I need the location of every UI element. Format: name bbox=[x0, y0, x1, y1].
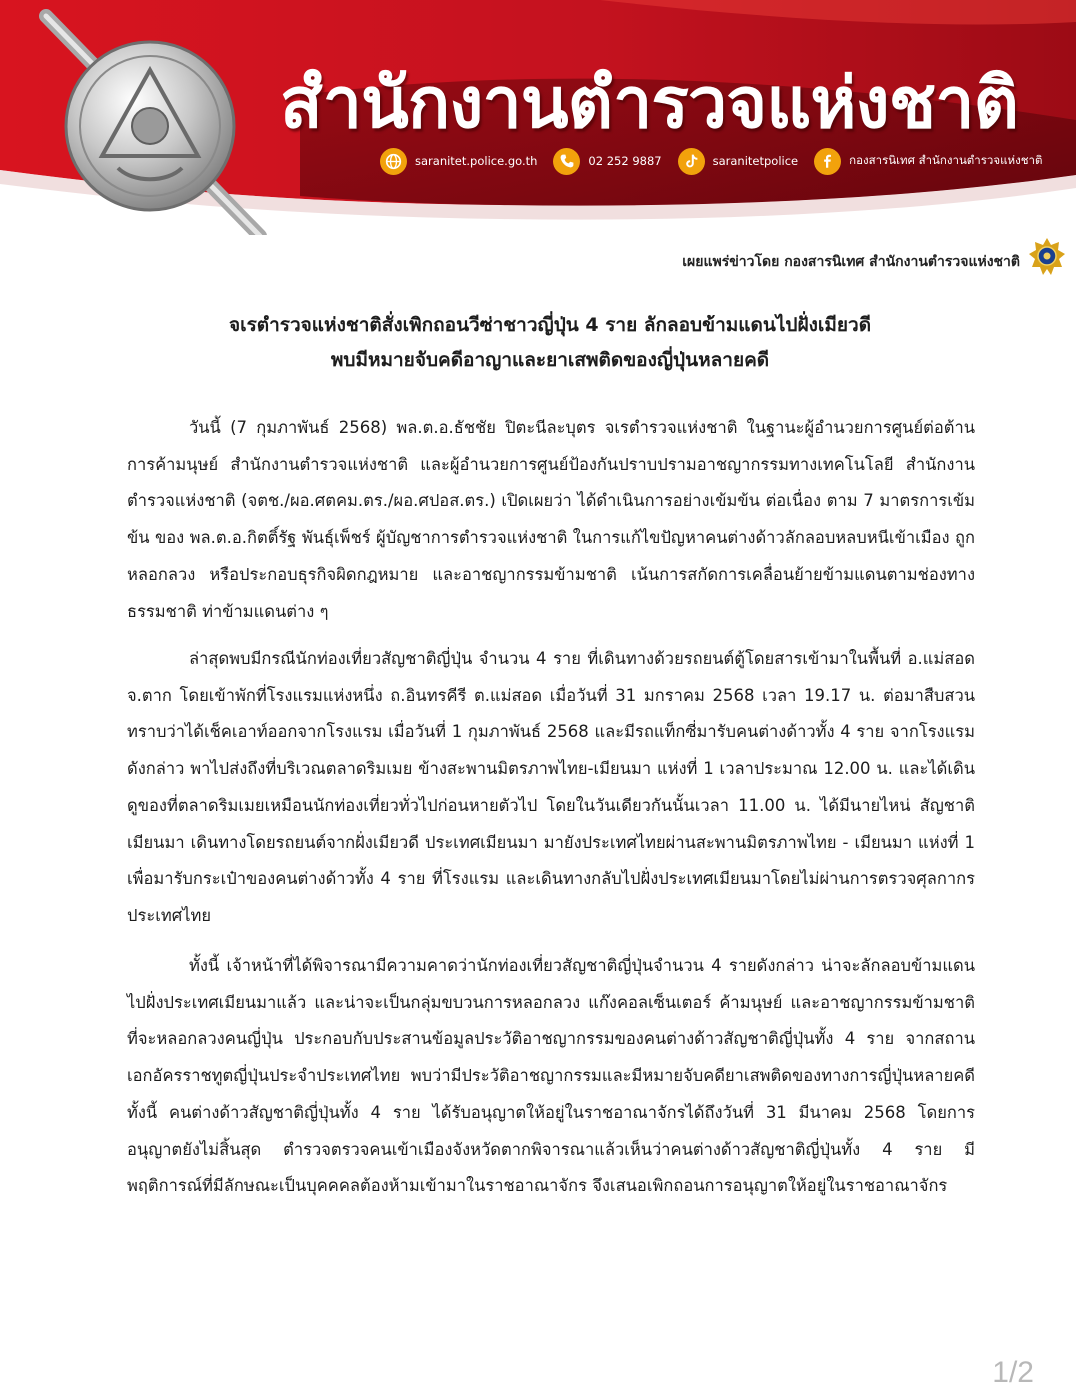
website-text: saranitet.police.go.th bbox=[415, 154, 538, 168]
police-badge-icon bbox=[1028, 237, 1066, 277]
headline-line-1: จเรตำรวจแห่งชาติสั่งเพิกถอนวีซ่าชาวญี่ปุ่น 4 ราย ลักลอบข้ามแดนไปฝั่งเมียวดี bbox=[228, 314, 872, 336]
header-banner bbox=[0, 0, 1076, 235]
page-indicator: 1/2 bbox=[992, 1356, 1034, 1389]
paragraph-3: ทั้งนี้ เจ้าหน้าที่ได้พิจารณามีความคาดว่านักท่องเที่ยวสัญชาติญี่ปุ่นจำนวน 4 รายดังกล่าว น่าจะลักลอบข้ามแดนไปฝั่งประเทศเมียนมาแล้ว และน่าจะเป็นกลุ่มขบวนการหลอกลวง แก๊งคอลเซ็นเตอร์ ค้ามนุษย์ และอาชญากรรมข้ามชาติ ที่จะหลอกลวงคนญี่ปุ่น ประกอบกับประสานข้อมูลประวัติอาชญากรรมของคนต่างด้าวสัญชาติญี่ปุ่นทั้ง 4 ราย จากสถานเอกอัครราชทูตญี่ปุ่นประจำประเทศไทย พบว่ามีประวัติอาชญากรรมและมีหมายจับคดียาเสพติดของทางการญี่ปุ่นหลายคดี ทั้งนี้ คนต่างด้าวสัญชาติญี่ปุ่นทั้ง 4 ราย ได้รับอนุญาตให้อยู่ในราชอาณาจักรได้ถึงวันที่ 31 มีนาคม 2568 โดยการอนุญาตยังไม่สิ้นสุด ตำรวจตรวจคนเข้าเมืองจังหวัดตากพิจารณาแล้วเห็นว่าคนต่างด้าวสัญชาติญี่ปุ่นทั้ง 4 ราย มีพฤติการณ์ที่มีลักษณะเป็นบุคคคลต้องห้ามเข้ามาในราชอาณาจักร จึงเสนอเพิกถอนการอนุญาตให้อยู่ในราชอาณาจักร bbox=[127, 956, 975, 1196]
paragraph-1: วันนี้ (7 กุมภาพันธ์ 2568) พล.ต.อ.ธัชชัย ปิตะนีละบุตร จเรตำรวจแห่งชาติ ในฐานะผู้อำนวยการศูนย์ต่อต้านการค้ามนุษย์ สำนักงานตำรวจแห่งชาติ และผู้อำนวยการศูนย์ป้องกันปราบปรามอาชญากรรมทางเทคโนโลยี สำนักงานตำรวจแห่งชาติ (จตช./ผอ.ศตคม.ตร./ผอ.ศปอส.ตร.) เปิดเผยว่า ได้ดำเนินการอย่างเข้มข้น ต่อเนื่อง ตาม 7 มาตรการเข้มข้น ของ พล.ต.อ.กิตติ์รัฐ พันธุ์เพ็ชร์ ผู้บัญชาการตำรวจแห่งชาติ ในการแก้ไขปัญหาคนต่างด้าวลักลอบหลบหนีเข้าเมือง ถูกหลอกลวง หรือประกอบธุรกิจผิดกฎหมาย และอาชญากรรมข้ามชาติ เน้นการสกัดการเคลื่อนย้ายข้ามแดนตามช่องทางธรรมชาติ ท่าข้ามแดนต่าง ๆ bbox=[127, 418, 975, 621]
phone-text: 02 252 9887 bbox=[588, 154, 662, 168]
police-emblem-icon bbox=[28, 8, 273, 235]
contact-facebook[interactable] bbox=[814, 148, 1042, 175]
phone-icon bbox=[553, 148, 580, 175]
banner-title: สำนักงานตำรวจแห่งชาติ bbox=[280, 62, 1019, 144]
headline bbox=[100, 308, 1000, 378]
contact-phone[interactable] bbox=[553, 148, 661, 175]
tiktok-icon bbox=[678, 148, 705, 175]
headline-line-2: พบมีหมายจับคดีอาญาและยาเสพติดของญี่ปุ่นหลายคดี bbox=[330, 349, 770, 371]
facebook-icon bbox=[814, 148, 841, 175]
globe-icon bbox=[380, 148, 407, 175]
contact-website[interactable] bbox=[380, 148, 537, 175]
paragraph-2: ล่าสุดพบมีกรณีนักท่องเที่ยวสัญชาติญี่ปุ่น จำนวน 4 ราย ที่เดินทางด้วยรถยนต์ตู้โดยสารเข้ามาในพื้นที่ อ.แม่สอด จ.ตาก โดยเข้าพักที่โรงแรมแห่งหนึ่ง ถ.อินทรคีรี ต.แม่สอด เมื่อวันที่ 31 มกราคม 2568 เวลา 19.17 น. ต่อมาสืบสวนทราบว่าได้เช็คเอาท์ออกจากโรงแรม เมื่อวันที่ 1 กุมภาพันธ์ 2568 และมีรถแท็กซี่มารับคนต่างด้าวทั้ง 4 ราย จากโรงแรมดังกล่าว พาไปส่งถึงที่บริเวณตลาดริมเมย ข้างสะพานมิตรภาพไทย-เมียนมา แห่งที่ 1 เวลาประมาณ 12.00 น. และได้เดินดูของที่ตลาดริมเมยเหมือนนักท่องเที่ยวทั่วไปก่อนหายตัวไป โดยในวันเดียวกันนั้นเวลา 11.00 น. ได้มีนายไหน่ สัญชาติเมียนมา เดินทางโดยรถยนต์จากฝั่งเมียวดี ประเทศเมียนมา มายังประเทศไทยผ่านสะพานมิตรภาพไทย - เมียนมา แห่งที่ 1 เพื่อมารับกระเป๋าของคนต่างด้าวทั้ง 4 ราย ที่โรงแรม และเดินทางกลับไปฝั่งประเทศเมียนมาโดยไม่ผ่านการตรวจศุลกากรประเทศไทย bbox=[127, 649, 975, 925]
facebook-text: กองสารนิเทศ สำนักงานตำรวจแห่งชาติ bbox=[849, 153, 1043, 167]
contact-tiktok[interactable] bbox=[678, 148, 799, 175]
tiktok-text: saranitetpolice bbox=[712, 154, 799, 168]
publisher-line: เผยแพร่ข่าวโดย กองสารนิเทศ สำนักงานตำรวจแห่งชาติ bbox=[682, 254, 1020, 270]
contact-bar bbox=[380, 146, 1042, 176]
